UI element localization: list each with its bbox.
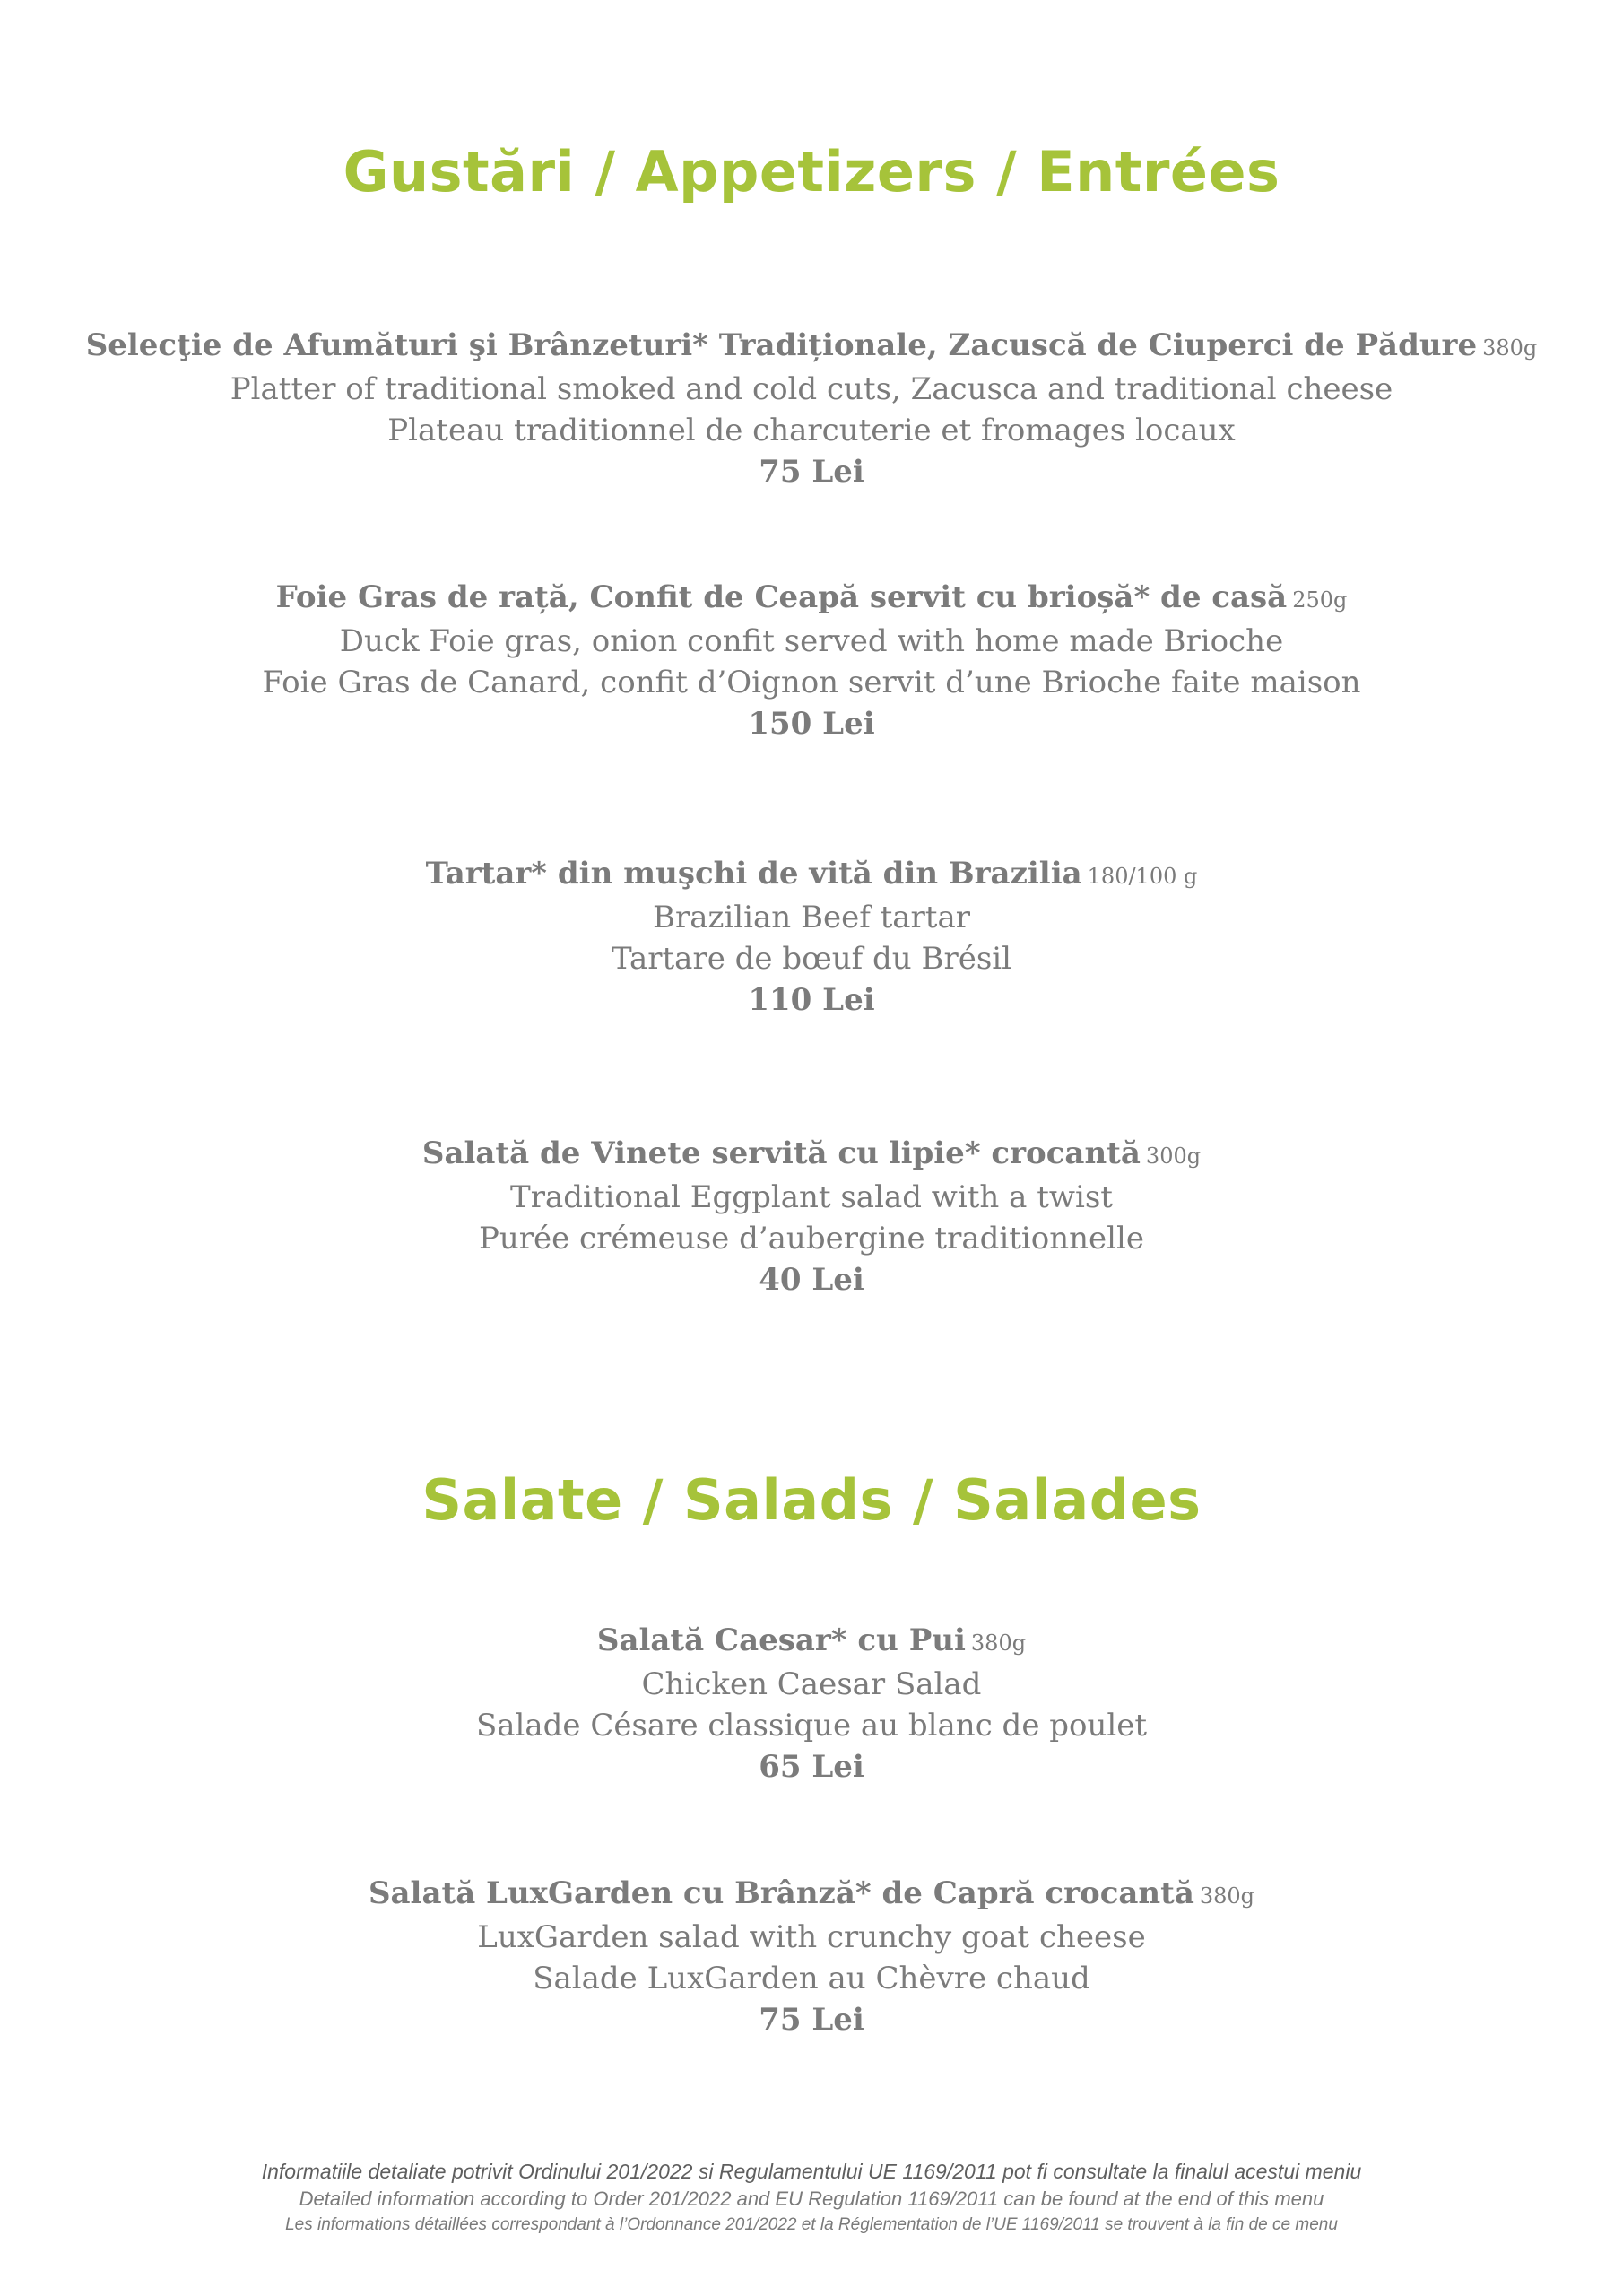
item-name: Salată de Vinete servită cu lipie* crocantă (421, 1135, 1141, 1171)
item-description-fr: Purée crémeuse d’aubergine traditionnelle (478, 1221, 1145, 1257)
footer-note-ro: Informatiile detaliate potrivit Ordinului 201/2022 si Regulamentului UE 1169/2011 pot fi consultate la finalul acestui meniu (261, 2160, 1362, 2183)
item-price: 75 Lei (759, 454, 864, 490)
item-name-line (0, 577, 1623, 621)
item-name: Selecţie de Afumături şi Brânzeturi* Tradiționale, Zacuscă de Ciuperci de Pădure (85, 327, 1478, 363)
item-name-line (0, 1620, 1623, 1664)
menu-item-tartar (0, 853, 1623, 1021)
menu-item-platter (0, 325, 1623, 492)
item-weight: 380g (1199, 1883, 1255, 1909)
item-weight: 380g (1482, 335, 1538, 361)
item-weight: 180/100 g (1087, 864, 1198, 889)
item-description-en: Platter of traditional smoked and cold cuts, Zacusca and traditional cheese (230, 371, 1393, 407)
menu-item-caesar-salad (0, 1620, 1623, 1787)
item-price: 75 Lei (759, 2002, 864, 2038)
allergen-note (0, 2157, 1623, 2238)
footer-note-en: Detailed information according to Order 201/2022 and EU Regulation 1169/2011 can be found at the end of this menu (299, 2187, 1324, 2210)
item-price: 40 Lei (759, 1262, 864, 1298)
item-description-en: Brazilian Beef tartar (652, 900, 970, 935)
item-name-line (0, 1873, 1623, 1917)
item-description-en: Traditional Eggplant salad with a twist (510, 1179, 1113, 1215)
menu-item-eggplant-salad (0, 1133, 1623, 1300)
item-name-line (0, 853, 1623, 897)
item-description-fr: Foie Gras de Canard, confit d’Oignon servit d’une Brioche faite maison (262, 665, 1361, 700)
item-name: Tartar* din muşchi de vită din Brazilia (425, 856, 1082, 891)
menu-item-foie-gras (0, 577, 1623, 744)
item-weight: 300g (1145, 1144, 1202, 1169)
section-title-salads: Salate / Salads / Salades (421, 1467, 1202, 1533)
menu-item-luxgarden-salad (0, 1873, 1623, 2040)
item-price: 150 Lei (748, 706, 875, 742)
footer-note-fr: Les informations détaillées correspondant à l’Ordonnance 201/2022 et la Réglementation de l’UE 1169/2011 se trouvent à la fin de ce menu (285, 2215, 1338, 2234)
item-description-fr: Plateau traditionnel de charcuterie et fromages locaux (387, 413, 1236, 448)
item-description-fr: Salade LuxGarden au Chèvre chaud (533, 1961, 1090, 1996)
item-description-en: Duck Foie gras, onion confit served with home made Brioche (339, 623, 1284, 659)
item-name: Salată LuxGarden cu Brânză* de Capră crocantă (368, 1875, 1194, 1911)
item-weight: 380g (970, 1631, 1027, 1656)
item-name: Foie Gras de rață, Confit de Ceapă servit cu brioșă* de casă (275, 579, 1288, 615)
item-name: Salată Caesar* cu Pui (596, 1622, 966, 1658)
item-price: 110 Lei (748, 982, 875, 1018)
item-name-line (0, 325, 1623, 369)
item-name-line (0, 1133, 1623, 1177)
item-description-en: LuxGarden salad with crunchy goat cheese (477, 1919, 1146, 1955)
item-description-en: Chicken Caesar Salad (641, 1666, 982, 1702)
item-description-fr: Tartare de bœuf du Brésil (611, 941, 1012, 977)
item-weight: 250g (1292, 587, 1348, 613)
item-price: 65 Lei (759, 1749, 864, 1785)
item-description-fr: Salade Césare classique au blanc de poulet (475, 1708, 1148, 1744)
section-title-appetizers: Gustări / Appetizers / Entrées (343, 139, 1280, 204)
